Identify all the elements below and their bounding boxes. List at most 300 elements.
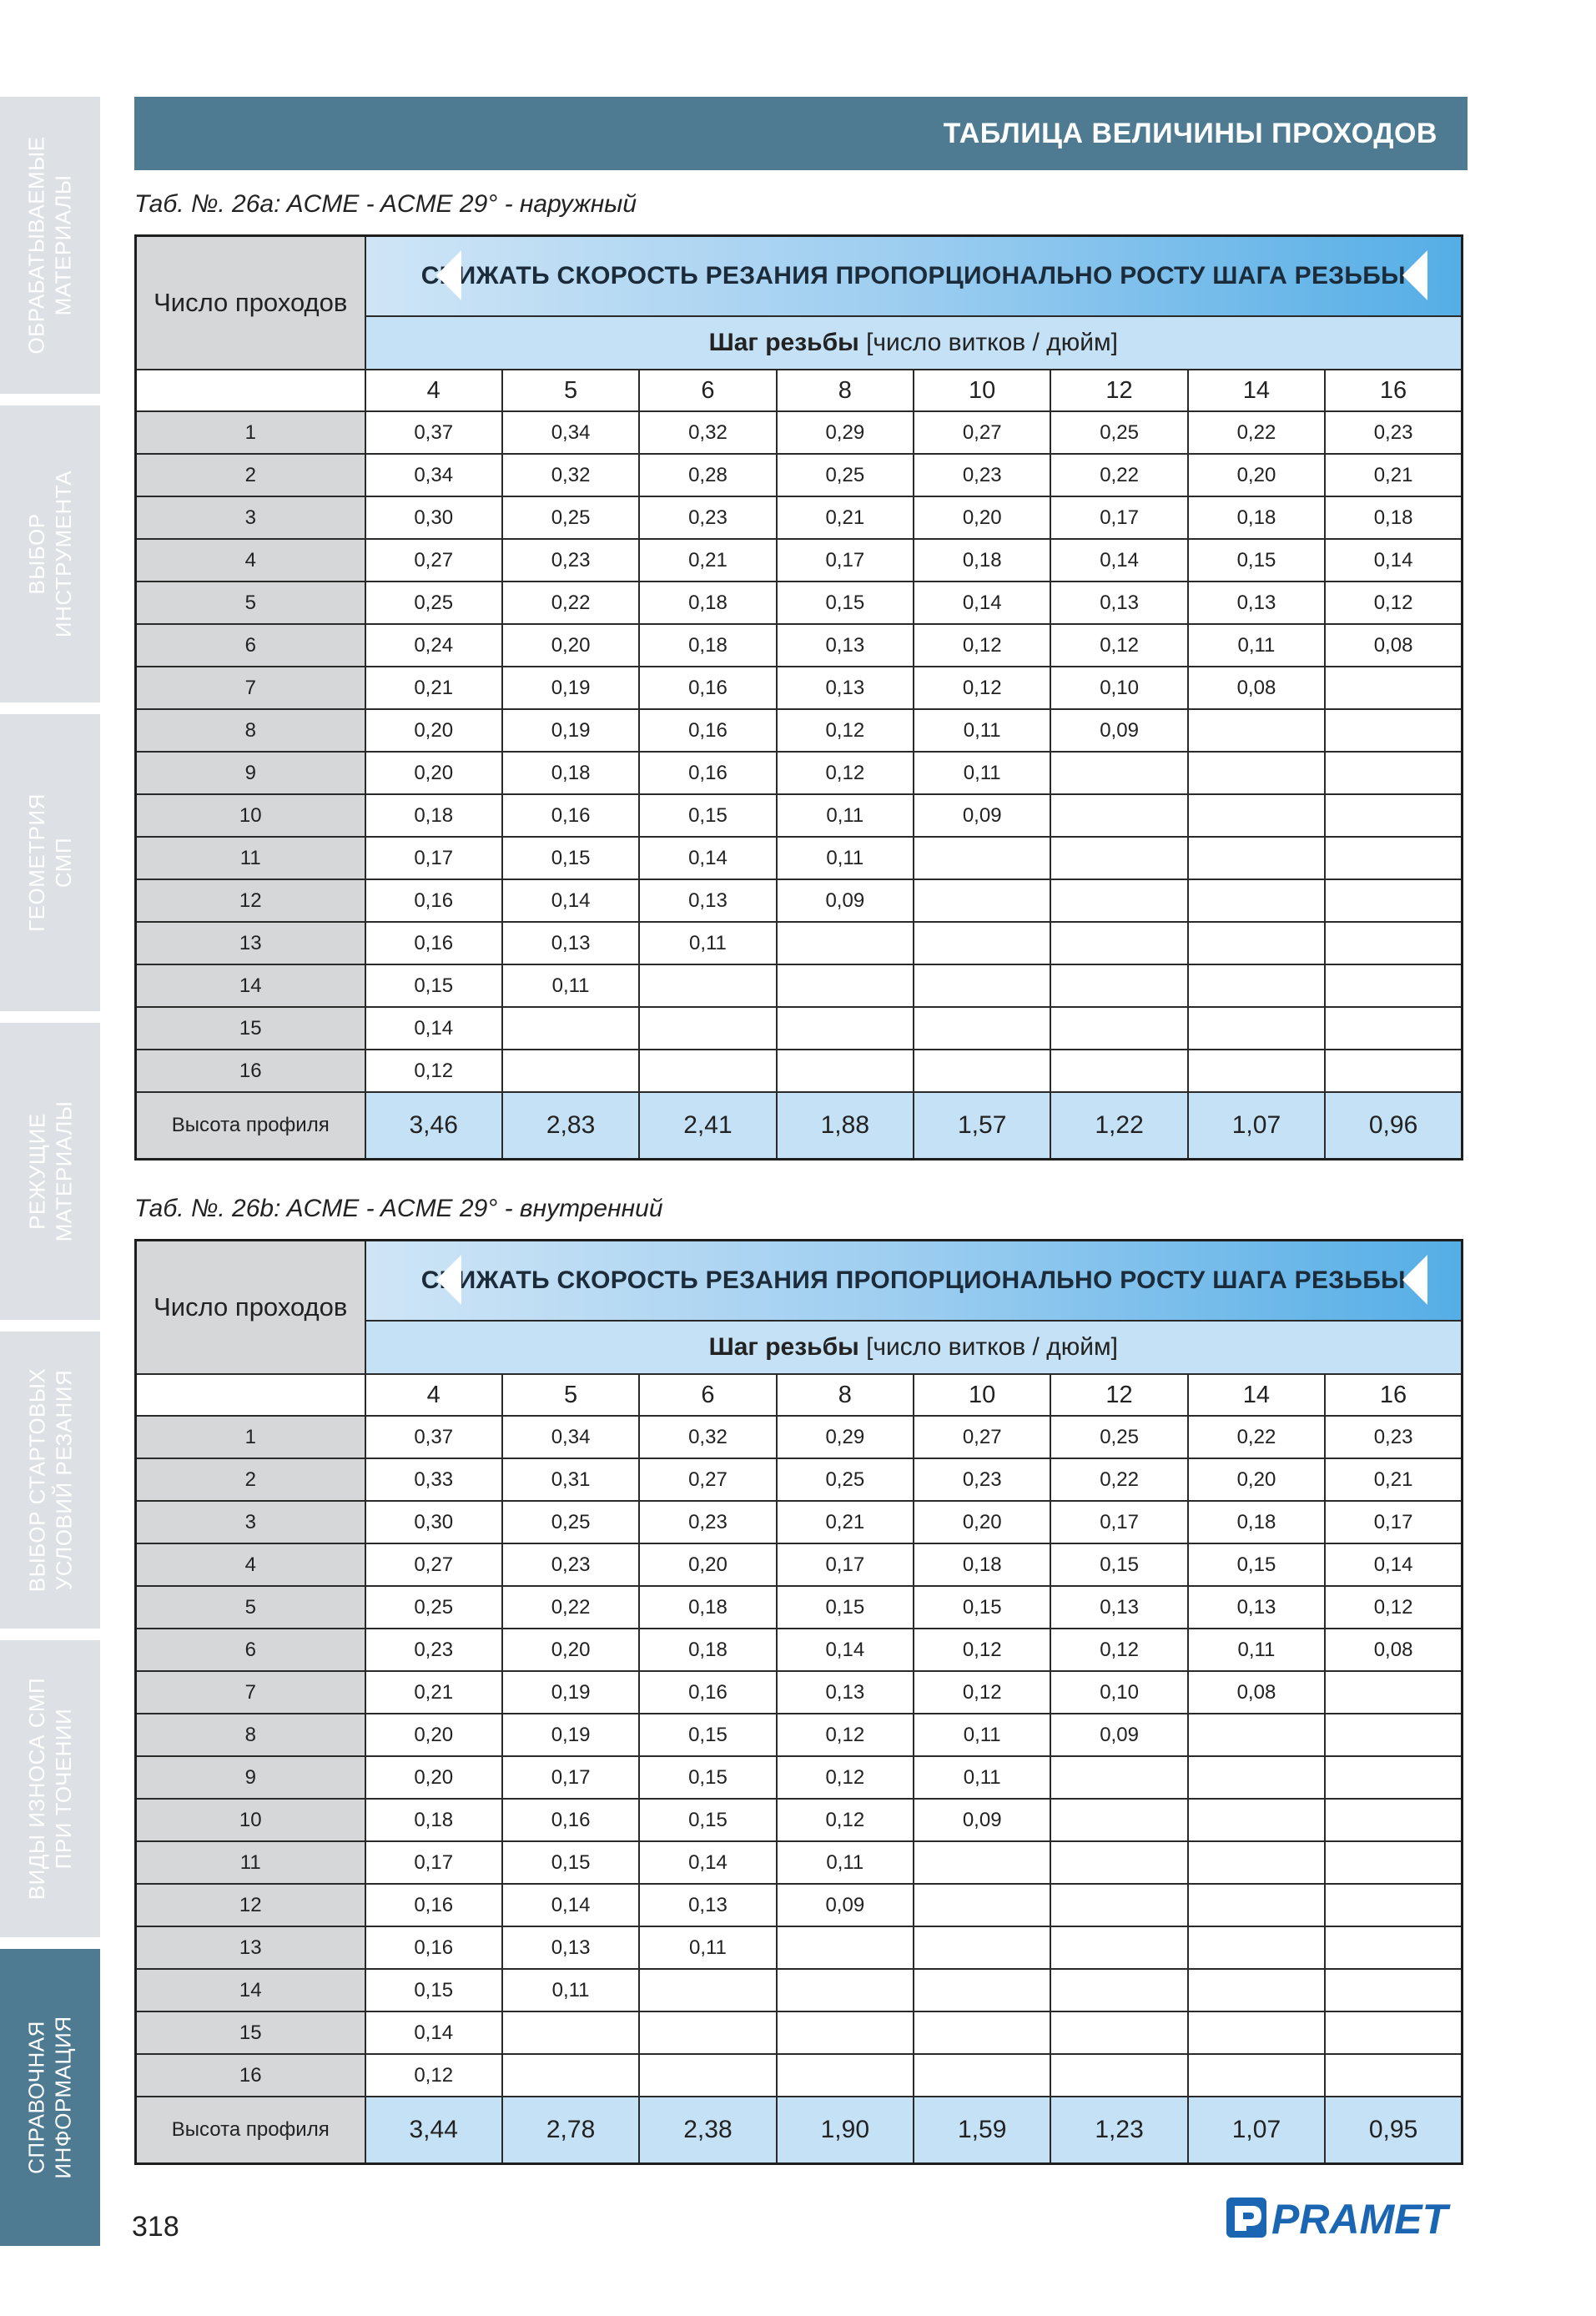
pass-depth-cell: 0,22 xyxy=(1050,1458,1187,1501)
table-row xyxy=(136,539,1463,582)
pass-depth-cell: 0,16 xyxy=(639,1671,776,1714)
pass-depth-cell: 0,28 xyxy=(639,454,776,496)
profile-height-row xyxy=(136,1092,1463,1160)
pass-depth-cell: 0,20 xyxy=(365,709,502,752)
pass-depth-cell: 0,18 xyxy=(365,1799,502,1841)
pass-number: 16 xyxy=(136,2054,365,2097)
pass-depth-cell: 0,15 xyxy=(1188,1543,1325,1586)
pass-depth-cell xyxy=(502,2054,639,2097)
pass-depth-cell xyxy=(1050,1841,1187,1884)
pass-depth-cell xyxy=(777,1050,914,1092)
pass-count-header-cell xyxy=(136,370,365,411)
profile-height-value: 1,88 xyxy=(777,1092,914,1160)
pass-depth-cell: 0,14 xyxy=(1325,539,1462,582)
pass-depth-cell: 0,09 xyxy=(1050,709,1187,752)
pass-depth-cell: 0,14 xyxy=(639,837,776,879)
side-tab-start-conditions[interactable] xyxy=(0,1332,100,1629)
table-row xyxy=(136,1714,1463,1756)
pitch-value-header: 6 xyxy=(639,1374,776,1416)
table-row xyxy=(136,794,1463,837)
pass-depth-cell: 0,37 xyxy=(365,1416,502,1458)
pass-depth-cell: 0,25 xyxy=(777,454,914,496)
table-row xyxy=(136,752,1463,794)
profile-height-value: 1,07 xyxy=(1188,1092,1325,1160)
pramet-logo-mark xyxy=(1226,2198,1266,2238)
pass-depth-cell xyxy=(1188,752,1325,794)
pitch-value-header: 12 xyxy=(1050,1374,1187,1416)
pass-depth-cell: 0,11 xyxy=(914,1756,1050,1799)
pitch-values-row xyxy=(136,370,1463,411)
pitch-value-header: 10 xyxy=(914,1374,1050,1416)
pitch-value-header: 4 xyxy=(365,1374,502,1416)
profile-height-value: 0,96 xyxy=(1325,1092,1462,1160)
pramet-logo-text: PRAMET xyxy=(1271,2196,1448,2241)
pass-depth-cell xyxy=(1188,794,1325,837)
pass-depth-cell: 0,34 xyxy=(502,411,639,454)
pass-depth-cell: 0,15 xyxy=(639,1714,776,1756)
pass-depth-cell: 0,18 xyxy=(1188,496,1325,539)
pass-depth-cell xyxy=(639,1007,776,1050)
pass-depth-cell xyxy=(1325,837,1462,879)
pass-depth-cell: 0,37 xyxy=(365,411,502,454)
pass-depth-cell: 0,24 xyxy=(365,624,502,667)
pass-depth-cell: 0,11 xyxy=(777,1841,914,1884)
pass-depth-cell: 0,30 xyxy=(365,1501,502,1543)
pitch-value-header: 14 xyxy=(1188,1374,1325,1416)
pass-depth-cell: 0,27 xyxy=(914,411,1050,454)
pass-depth-cell: 0,13 xyxy=(1188,582,1325,624)
pass-depth-cell: 0,27 xyxy=(365,1543,502,1586)
pass-depth-cell: 0,23 xyxy=(502,539,639,582)
pass-depth-cell: 0,25 xyxy=(502,496,639,539)
pass-number: 5 xyxy=(136,582,365,624)
side-tab-cutting-materials[interactable] xyxy=(0,1023,100,1320)
pass-depth-cell: 0,20 xyxy=(914,496,1050,539)
pass-depth-cell xyxy=(1325,794,1462,837)
pass-depth-cell xyxy=(502,2011,639,2054)
pass-depth-cell xyxy=(1188,879,1325,922)
pass-depth-cell xyxy=(914,879,1050,922)
pass-depth-cell: 0,14 xyxy=(1325,1543,1462,1586)
profile-height-value: 1,22 xyxy=(1050,1092,1187,1160)
pass-depth-cell xyxy=(1325,922,1462,964)
pass-depth-cell: 0,17 xyxy=(1050,496,1187,539)
pass-depth-cell: 0,13 xyxy=(1050,582,1187,624)
pass-depth-cell: 0,12 xyxy=(1050,1629,1187,1671)
pitch-value-header: 8 xyxy=(777,1374,914,1416)
pass-depth-cell xyxy=(1188,922,1325,964)
pitch-label-cell xyxy=(365,1321,1463,1374)
pass-depth-cell: 0,30 xyxy=(365,496,502,539)
pass-number: 15 xyxy=(136,1007,365,1050)
pass-depth-cell xyxy=(1050,2011,1187,2054)
pass-depth-cell xyxy=(1050,964,1187,1007)
profile-height-label: Высота профиля xyxy=(136,2097,365,2164)
pass-depth-cell xyxy=(1188,709,1325,752)
pass-depth-cell: 0,22 xyxy=(502,582,639,624)
pitch-value-header: 6 xyxy=(639,370,776,411)
pass-depth-cell: 0,08 xyxy=(1188,667,1325,709)
profile-height-value: 2,78 xyxy=(502,2097,639,2164)
pass-depth-cell xyxy=(1050,837,1187,879)
pass-depth-cell xyxy=(777,2054,914,2097)
table-row xyxy=(136,2054,1463,2097)
pass-depth-cell xyxy=(914,2054,1050,2097)
pass-depth-cell: 0,14 xyxy=(365,2011,502,2054)
pass-depth-cell: 0,15 xyxy=(365,1969,502,2011)
pitch-value-header: 14 xyxy=(1188,370,1325,411)
pass-depth-cell: 0,25 xyxy=(1050,411,1187,454)
pass-depth-cell: 0,14 xyxy=(502,879,639,922)
table-row xyxy=(136,496,1463,539)
pass-depth-cell: 0,15 xyxy=(777,582,914,624)
pass-depth-cell: 0,27 xyxy=(365,539,502,582)
pass-depth-cell: 0,21 xyxy=(365,667,502,709)
pass-depth-cell xyxy=(1325,1714,1462,1756)
pass-depth-cell: 0,12 xyxy=(1325,582,1462,624)
pass-depth-cell: 0,11 xyxy=(777,837,914,879)
pass-depth-cell: 0,34 xyxy=(502,1416,639,1458)
pass-depth-cell xyxy=(1188,2054,1325,2097)
pass-depth-cell: 0,14 xyxy=(777,1629,914,1671)
pass-depth-cell xyxy=(1188,837,1325,879)
pass-depth-cell xyxy=(639,2054,776,2097)
pitch-value-header: 12 xyxy=(1050,370,1187,411)
pass-depth-cell: 0,15 xyxy=(639,794,776,837)
side-tab-label: ОБРАБАТЫВАЕМЫЕ МАТЕРИАЛЫ xyxy=(24,136,77,355)
pitch-label-unit: [число витков / дюйм] xyxy=(858,1333,1118,1361)
pass-depth-cell: 0,11 xyxy=(639,922,776,964)
pass-depth-cell: 0,12 xyxy=(777,1714,914,1756)
pass-depth-cell: 0,16 xyxy=(365,922,502,964)
pass-depth-cell: 0,11 xyxy=(914,709,1050,752)
pass-depth-cell: 0,34 xyxy=(365,454,502,496)
side-tab-wear-types[interactable] xyxy=(0,1640,100,1937)
pass-depth-cell: 0,12 xyxy=(914,1671,1050,1714)
pass-depth-cell: 0,14 xyxy=(1050,539,1187,582)
side-tab-tool-selection[interactable] xyxy=(0,405,100,702)
pass-number: 14 xyxy=(136,1969,365,2011)
side-tab-label: ВЫБОР ИНСТРУМЕНТА xyxy=(24,470,76,638)
pass-depth-cell: 0,15 xyxy=(914,1586,1050,1629)
pass-depth-cell: 0,20 xyxy=(502,1629,639,1671)
pass-depth-cell: 0,27 xyxy=(914,1416,1050,1458)
pass-depth-cell xyxy=(1188,1007,1325,1050)
pass-depth-cell: 0,16 xyxy=(502,1799,639,1841)
table-row xyxy=(136,1586,1463,1629)
pass-depth-cell xyxy=(639,964,776,1007)
pass-count-header: Число проходов xyxy=(136,1241,365,1375)
pass-depth-cell xyxy=(1325,2054,1462,2097)
pass-depth-cell: 0,12 xyxy=(777,1799,914,1841)
pass-depth-cell: 0,13 xyxy=(502,922,639,964)
table-row xyxy=(136,1629,1463,1671)
pass-depth-cell: 0,15 xyxy=(639,1799,776,1841)
banner-text: СНИЖАТЬ СКОРОСТЬ РЕЗАНИЯ ПРОПОРЦИОНАЛЬНО РОСТУ ШАГА РЕЗЬБЫ xyxy=(420,262,1406,290)
profile-height-value: 1,07 xyxy=(1188,2097,1325,2164)
pass-depth-cell: 0,17 xyxy=(777,539,914,582)
pass-number: 7 xyxy=(136,1671,365,1714)
pass-depth-cell: 0,15 xyxy=(365,964,502,1007)
pass-depth-cell: 0,27 xyxy=(639,1458,776,1501)
table-row xyxy=(136,1926,1463,1969)
page-number: 318 xyxy=(132,2211,179,2243)
pass-depth-cell xyxy=(777,2011,914,2054)
pass-depth-cell: 0,23 xyxy=(639,1501,776,1543)
pass-depth-cell: 0,25 xyxy=(365,582,502,624)
pass-depth-cell xyxy=(1188,2011,1325,2054)
pass-depth-cell: 0,25 xyxy=(1050,1416,1187,1458)
pass-depth-cell: 0,12 xyxy=(777,1756,914,1799)
pitch-label-bold: Шаг резьбы xyxy=(708,1333,859,1361)
pass-depth-cell: 0,13 xyxy=(777,1671,914,1714)
pass-depth-cell: 0,13 xyxy=(502,1926,639,1969)
pass-depth-cell: 0,18 xyxy=(639,624,776,667)
pass-depth-cell: 0,19 xyxy=(502,667,639,709)
pass-depth-cell: 0,09 xyxy=(1050,1714,1187,1756)
pass-depth-cell: 0,20 xyxy=(365,1756,502,1799)
pass-depth-cell: 0,23 xyxy=(1325,1416,1462,1458)
speed-reduction-banner xyxy=(365,1241,1463,1322)
pass-depth-cell xyxy=(777,964,914,1007)
profile-height-value: 2,41 xyxy=(639,1092,776,1160)
table-row xyxy=(136,582,1463,624)
pass-depth-cell: 0,12 xyxy=(1325,1586,1462,1629)
profile-height-value: 1,90 xyxy=(777,2097,914,2164)
pass-depth-cell: 0,12 xyxy=(365,2054,502,2097)
pass-depth-cell: 0,23 xyxy=(502,1543,639,1586)
banner-row xyxy=(136,236,1463,317)
pass-depth-cell xyxy=(1325,1671,1462,1714)
pass-number: 8 xyxy=(136,1714,365,1756)
pass-depth-cell xyxy=(1188,1799,1325,1841)
pass-depth-cell xyxy=(639,2011,776,2054)
pass-depth-cell xyxy=(1325,1926,1462,1969)
table-row xyxy=(136,1884,1463,1926)
profile-height-row xyxy=(136,2097,1463,2164)
pass-depth-cell: 0,09 xyxy=(777,1884,914,1926)
pitch-label-cell xyxy=(365,316,1463,370)
pramet-logo xyxy=(1226,2194,1468,2241)
pass-depth-cell: 0,16 xyxy=(365,1926,502,1969)
pass-depth-cell xyxy=(1325,1969,1462,2011)
pass-depth-cell: 0,16 xyxy=(639,667,776,709)
pass-depth-cell xyxy=(777,1969,914,2011)
pass-depth-cell xyxy=(1188,1756,1325,1799)
pass-depth-cell: 0,11 xyxy=(1188,624,1325,667)
pass-depth-cell: 0,21 xyxy=(777,1501,914,1543)
pass-depth-cell xyxy=(1188,1714,1325,1756)
pass-number: 4 xyxy=(136,1543,365,1586)
pass-depth-cell xyxy=(777,922,914,964)
page-header xyxy=(134,97,1468,170)
pass-depth-cell: 0,16 xyxy=(639,709,776,752)
pass-number: 1 xyxy=(136,411,365,454)
pass-depth-cell xyxy=(1188,1050,1325,1092)
pass-depth-cell xyxy=(1050,1756,1187,1799)
table-row xyxy=(136,2011,1463,2054)
profile-height-value: 2,38 xyxy=(639,2097,776,2164)
pass-depth-cell: 0,22 xyxy=(1050,454,1187,496)
pass-depth-cell: 0,12 xyxy=(914,667,1050,709)
pass-depth-cell: 0,12 xyxy=(1050,624,1187,667)
pass-depth-cell: 0,20 xyxy=(365,752,502,794)
page-title: ТАБЛИЦА ВЕЛИЧИНЫ ПРОХОДОВ xyxy=(943,117,1437,149)
side-tab-insert-geometry[interactable] xyxy=(0,714,100,1011)
pass-depth-cell xyxy=(1050,794,1187,837)
pass-number: 2 xyxy=(136,1458,365,1501)
pass-depth-cell xyxy=(1188,1926,1325,1969)
pass-depth-cell: 0,14 xyxy=(639,1841,776,1884)
pass-depth-cell xyxy=(914,1841,1050,1884)
pass-depth-cell: 0,23 xyxy=(914,454,1050,496)
pass-depth-cell: 0,18 xyxy=(914,1543,1050,1586)
pass-depth-cell xyxy=(1188,964,1325,1007)
pitch-value-header: 16 xyxy=(1325,370,1462,411)
pass-depth-cell: 0,13 xyxy=(777,624,914,667)
table-row xyxy=(136,922,1463,964)
pass-depth-cell: 0,12 xyxy=(777,709,914,752)
pass-depth-cell xyxy=(1325,2011,1462,2054)
profile-height-value: 1,57 xyxy=(914,1092,1050,1160)
pass-depth-cell: 0,32 xyxy=(639,411,776,454)
pass-number: 11 xyxy=(136,1841,365,1884)
table-row xyxy=(136,1969,1463,2011)
table-row xyxy=(136,667,1463,709)
pass-depth-cell xyxy=(1050,1799,1187,1841)
pass-number: 8 xyxy=(136,709,365,752)
pass-depth-cell: 0,23 xyxy=(639,496,776,539)
pass-depth-cell: 0,20 xyxy=(639,1543,776,1586)
pass-depth-cell xyxy=(914,2011,1050,2054)
pass-depth-cell: 0,29 xyxy=(777,411,914,454)
profile-height-value: 0,95 xyxy=(1325,2097,1462,2164)
table-row xyxy=(136,411,1463,454)
pass-depth-cell: 0,19 xyxy=(502,709,639,752)
pass-table-internal xyxy=(134,1239,1463,2165)
pass-depth-cell: 0,09 xyxy=(914,1799,1050,1841)
pass-depth-cell: 0,10 xyxy=(1050,667,1187,709)
pass-depth-cell: 0,13 xyxy=(1188,1586,1325,1629)
side-tab-label: ВИДЫ ИЗНОСА СМП ПРИ ТОЧЕНИИ xyxy=(24,1677,76,1901)
table-row xyxy=(136,837,1463,879)
pass-depth-cell: 0,22 xyxy=(502,1586,639,1629)
pass-depth-cell xyxy=(1325,1799,1462,1841)
table-row xyxy=(136,1416,1463,1458)
pass-depth-cell xyxy=(1325,1007,1462,1050)
pass-depth-cell: 0,21 xyxy=(365,1671,502,1714)
pass-depth-cell: 0,11 xyxy=(914,1714,1050,1756)
pass-number: 6 xyxy=(136,1629,365,1671)
pass-number: 6 xyxy=(136,624,365,667)
pass-depth-cell: 0,12 xyxy=(365,1050,502,1092)
pass-depth-cell: 0,11 xyxy=(502,964,639,1007)
table-row xyxy=(136,709,1463,752)
pass-depth-cell xyxy=(1325,1050,1462,1092)
profile-height-value: 1,23 xyxy=(1050,2097,1187,2164)
pass-depth-cell: 0,09 xyxy=(914,794,1050,837)
pass-depth-cell: 0,20 xyxy=(1188,454,1325,496)
pass-depth-cell: 0,15 xyxy=(1050,1543,1187,1586)
pass-depth-cell xyxy=(914,922,1050,964)
pass-depth-cell: 0,23 xyxy=(365,1629,502,1671)
side-tab-label: ВЫБОР СТАРТОВЫХ УСЛОВИЙ РЕЗАНИЯ xyxy=(24,1367,77,1593)
pass-depth-cell xyxy=(1325,879,1462,922)
pass-number: 3 xyxy=(136,496,365,539)
profile-height-value: 2,83 xyxy=(502,1092,639,1160)
pass-depth-cell: 0,18 xyxy=(502,752,639,794)
pass-depth-cell xyxy=(914,1969,1050,2011)
pitch-label-unit: [число витков / дюйм] xyxy=(858,329,1118,356)
pass-depth-cell: 0,21 xyxy=(1325,1458,1462,1501)
pass-depth-cell: 0,25 xyxy=(502,1501,639,1543)
pitch-value-header: 16 xyxy=(1325,1374,1462,1416)
pass-count-header-cell xyxy=(136,1374,365,1416)
pass-depth-cell xyxy=(914,1007,1050,1050)
pass-number: 4 xyxy=(136,539,365,582)
pass-depth-cell: 0,20 xyxy=(914,1501,1050,1543)
side-tab-materials[interactable] xyxy=(0,97,100,394)
pass-depth-cell: 0,18 xyxy=(914,539,1050,582)
pass-number: 14 xyxy=(136,964,365,1007)
pass-depth-cell: 0,18 xyxy=(639,1629,776,1671)
arrow-left-icon xyxy=(436,1255,461,1305)
pass-depth-cell: 0,17 xyxy=(365,837,502,879)
side-tab-reference-info[interactable] xyxy=(0,1949,100,2246)
table-row xyxy=(136,1671,1463,1714)
pass-number: 16 xyxy=(136,1050,365,1092)
pass-depth-cell: 0,32 xyxy=(639,1416,776,1458)
pass-depth-cell xyxy=(1050,1969,1187,2011)
pass-number: 15 xyxy=(136,2011,365,2054)
table-row xyxy=(136,1756,1463,1799)
pass-depth-cell xyxy=(639,1050,776,1092)
pass-depth-cell: 0,12 xyxy=(914,1629,1050,1671)
pass-depth-cell xyxy=(502,1050,639,1092)
pass-depth-cell: 0,10 xyxy=(1050,1671,1187,1714)
pass-depth-cell: 0,08 xyxy=(1325,624,1462,667)
arrow-left-icon xyxy=(1402,1255,1427,1305)
pass-number: 1 xyxy=(136,1416,365,1458)
profile-height-label: Высота профиля xyxy=(136,1092,365,1160)
pass-depth-cell: 0,13 xyxy=(1050,1586,1187,1629)
pass-depth-cell xyxy=(1188,1884,1325,1926)
pass-depth-cell xyxy=(1325,1756,1462,1799)
pass-depth-cell: 0,23 xyxy=(914,1458,1050,1501)
pass-depth-cell: 0,08 xyxy=(1188,1671,1325,1714)
pass-depth-cell: 0,11 xyxy=(914,752,1050,794)
pass-number: 2 xyxy=(136,454,365,496)
pass-number: 12 xyxy=(136,1884,365,1926)
pass-depth-cell: 0,11 xyxy=(777,794,914,837)
pass-depth-cell: 0,12 xyxy=(914,624,1050,667)
pass-depth-cell xyxy=(1050,2054,1187,2097)
pass-depth-cell: 0,15 xyxy=(502,1841,639,1884)
pass-depth-cell: 0,18 xyxy=(365,794,502,837)
pass-depth-cell xyxy=(777,1007,914,1050)
pitch-value-header: 4 xyxy=(365,370,502,411)
pass-table-external xyxy=(134,234,1463,1161)
pass-depth-cell: 0,17 xyxy=(1325,1501,1462,1543)
table-row xyxy=(136,1841,1463,1884)
pass-depth-cell: 0,33 xyxy=(365,1458,502,1501)
pass-depth-cell: 0,25 xyxy=(777,1458,914,1501)
pass-depth-cell: 0,15 xyxy=(639,1756,776,1799)
pass-depth-cell xyxy=(1325,709,1462,752)
pass-depth-cell xyxy=(1188,1969,1325,2011)
pass-depth-cell xyxy=(1325,964,1462,1007)
pitch-label-bold: Шаг резьбы xyxy=(708,329,859,356)
